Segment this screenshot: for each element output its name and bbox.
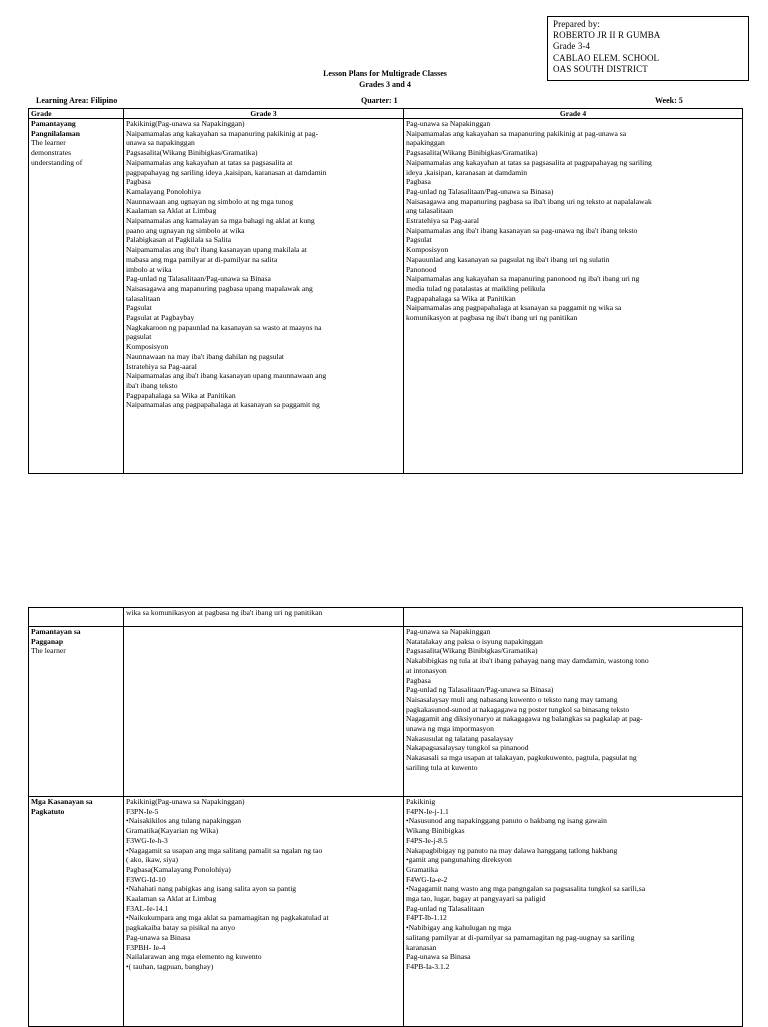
content-line: F3AL-Ie-14.1 <box>126 903 169 913</box>
quarter: Quarter: 1 <box>361 96 398 105</box>
prepared-line: Grade 3-4 <box>553 41 591 52</box>
content-line: F4PT-Ib-1.12 <box>406 913 447 923</box>
content-line: Estratehiya sa Pag-aaral <box>406 216 479 226</box>
content-line: F3WG-Id-10 <box>126 874 166 884</box>
content-line: mabasa ang mga pamilyar at di-pamilyar na salita <box>126 254 278 264</box>
content-line: F4PN-Ie-j-1.1 <box>406 806 449 816</box>
content-line: sariling tula at kuwento <box>406 762 478 772</box>
content-line: pagkakaiba batay sa pisikal na anyo <box>126 923 236 933</box>
prepared-line: CABLAO ELEM. SCHOOL <box>553 52 660 63</box>
content-line: F4WG-Ia-e-2 <box>406 874 448 884</box>
content-line: Pakikinig(Pag-unawa sa Napakinggan) <box>126 797 245 806</box>
content-line: Naipamamalas ang iba't ibang kasanayan sa pag-unawa ng iba't ibang teksto <box>406 225 638 235</box>
content-line: imbolo at wika <box>126 264 172 274</box>
content-line: • Nagagamit nang wasto ang mga pangngalan sa pagsasalita tungkol sa sarili,sa <box>406 884 740 894</box>
content-line: Nailalarawan ang mga elemento ng kuwento <box>126 952 262 962</box>
content-line: • Naisakikilos ang tulang napakinggan <box>126 816 401 826</box>
content-line: • Nabibigay ang kahulugan ng mga <box>406 923 740 933</box>
content-line: Nakapagbibigay ng panuto na may dalawa hanggang tatlong hakbang <box>406 845 618 855</box>
page-gap <box>0 520 768 560</box>
column-header-grade: Grade <box>29 109 124 119</box>
grade4-content-cell <box>404 797 743 1027</box>
table-row <box>29 797 743 1027</box>
content-line: • Naikukumpara ang mga aklat sa pamamagitan ng pagkakatulad at <box>126 913 401 923</box>
content-line: Palabigkasan at Pagkilala sa Salita <box>126 235 232 245</box>
content-line: Nagagamit ang diksiyonaryo at nakagagawa ng balangkas sa pagkalap at pag- <box>406 714 643 724</box>
row-label-mga-kasanayan-sa-pagkatuto <box>29 797 124 1027</box>
content-line: Pagsulat at Pagbaybay <box>126 313 195 323</box>
content-line: ( ako, ikaw, siya) <box>126 855 179 865</box>
content-line: F3PBH- Ie-4 <box>126 942 166 952</box>
content-line: Pag-unawa sa Binasa <box>126 932 191 942</box>
content-line: Pakikinig(Pag-unawa sa Napakinggan) <box>126 119 245 128</box>
row-label-pamantayang-pangnilalaman <box>29 119 124 474</box>
content-line: Naipamamalas ang kakayahan at tatas sa pagsasalita at pagpapahayag ng sariling <box>406 157 652 167</box>
content-line: Pagsasalita(Wikang Binibigkas/Gramatika) <box>406 646 538 656</box>
week: Week: 5 <box>655 96 683 105</box>
row-label-text: understanding of <box>31 157 83 167</box>
content-line: Naipamamalas ang kakayahan sa mapanuring panonood ng iba't ibang uri ng <box>406 274 640 284</box>
content-line: ang talasalitaan <box>406 206 454 216</box>
prepared-line: OAS SOUTH DISTRICT <box>553 63 648 74</box>
content-line: Pagpapahalaga sa Wika at Panitikan <box>126 390 236 400</box>
content-line: Naipamamalas ang iba't ibang kasanayan upang makilala at <box>126 245 307 255</box>
row-label-text: Pamantayan sa <box>31 627 81 636</box>
content-line: Kamalayang Ponolohiya <box>126 186 201 196</box>
lesson-plan-table-2 <box>28 607 743 1027</box>
content-line: unawa ng mga impormasyon <box>406 724 494 734</box>
document-page-2 <box>0 560 768 1024</box>
content-line: Natatalakay ang paksa o isyung napakinggan <box>406 636 543 646</box>
content-line: Pag-unlad ng Talasalitaan/Pag-unawa sa Binasa) <box>406 685 554 695</box>
content-line: iba't ibang teksto <box>126 380 178 390</box>
content-line: Pag-unlad ng Talasalitaan/Pag-unawa sa Binasa) <box>406 186 554 196</box>
content-line: Naipamamalas ang kamalayan sa mga bahagi ng aklat at kung <box>126 216 315 226</box>
content-line: Naisasalaysay muli ang nabasang kuwento o teksto nang may tamang <box>406 694 618 704</box>
content-line: Naipamamalas ang kakayahan sa mapanuring pakikinig at pag- <box>126 128 319 138</box>
column-header-grade4: Grade 4 <box>404 109 743 119</box>
content-line: Naipamamalas ang kakayahan at tatas sa pagsasalita at <box>126 157 293 167</box>
content-line: Gramatika <box>406 864 439 874</box>
content-line: mga tao, lugar, bagay at pangyayari sa paligid <box>406 894 546 904</box>
content-line: pagpapahayag ng sariling ideya ,kaisipan, karanasan at damdamin <box>126 167 327 177</box>
row-label-text: Pagganap <box>31 636 64 646</box>
content-line: Pakikinig <box>406 797 436 806</box>
content-line: Gramatika(Kayarian ng Wika) <box>126 826 219 836</box>
document-heading <box>240 68 530 90</box>
content-line: Nakasusulat ng talatang pasalaysay <box>406 733 514 743</box>
content-line: Napauunlad ang kasanayan sa pagsulat ng iba't ibang uri ng sulatin <box>406 254 610 264</box>
content-line: media tulad ng patalastas at maikling pelikula <box>406 283 546 293</box>
lesson-plan-table-1 <box>28 108 743 474</box>
content-line: Pag-unlad ng Talasalitaan <box>406 903 485 913</box>
content-line: F4PS-Ie-j-8.5 <box>406 835 448 845</box>
content-line: talasalitaan <box>126 293 161 303</box>
document-subtitle: Grades 3 and 4 <box>359 80 411 89</box>
content-line: napakinggan <box>406 138 445 148</box>
content-line: Pagbasa <box>406 177 431 187</box>
content-line: Naunnawaan ang ugnayan ng simbolo at ng mga tunog <box>126 196 294 206</box>
content-line: ideya ,kaisipan, karanasan at damdamin <box>406 167 528 177</box>
content-line: Naipamamalas ang iba't ibang kasanayan upang maunnawaan ang <box>126 371 327 381</box>
content-line: komunikasyon at pagbasa ng iba't ibang uri ng panitikan <box>406 313 578 323</box>
content-line: Pag-unawa sa Napakinggan <box>406 627 491 636</box>
document-title: Lesson Plans for Multigrade Classes <box>323 69 447 78</box>
row-label-text: Pamantayang <box>31 119 76 128</box>
content-line: Naipamamalas ang pagpapahalaga at ksanayan sa paggamit ng wika sa <box>406 303 622 313</box>
content-line: at intonasyon <box>406 665 447 675</box>
content-line: salitang pamilyar at di-pamilyar sa pamamagitan ng pag-uugnay sa sariling <box>406 932 635 942</box>
row-label-text: Mga Kasanayan sa <box>31 797 93 806</box>
content-line: Pag-unawa sa Napakinggan <box>406 119 491 128</box>
content-line: karanasan <box>406 942 437 952</box>
content-line: Pagpapahalaga sa Wika at Panitikan <box>406 293 516 303</box>
content-line: Naipamamalas ang pagpapahalaga at kasanayan sa paggamit ng <box>126 400 320 410</box>
grade4-content-cell <box>404 119 743 474</box>
column-header-grade3: Grade 3 <box>124 109 404 119</box>
content-line: Pagsulat <box>406 235 432 245</box>
row-label-text: Pangnilalaman <box>31 128 80 138</box>
content-line: Kaalaman sa Aklat at Limbag <box>126 206 217 216</box>
table-row <box>29 608 743 627</box>
content-line: • Nahahati nang pabigkas ang isang salita ayon sa pantig <box>126 884 401 894</box>
grade4-empty-cell <box>404 608 743 627</box>
content-line: unawa sa napakinggan <box>126 138 195 148</box>
content-line: • Nagagamit sa usapan ang mga salitang pamalit sa ngalan ng tao <box>126 846 401 856</box>
content-line: Pagbasa <box>406 675 431 685</box>
content-line: paano ang ugnayan ng simbolo at wika <box>126 225 245 235</box>
content-line: Istratehiya sa Pag-aaral <box>126 361 197 371</box>
content-line: • ( tauhan, tagpuan, banghay) <box>126 962 401 972</box>
content-line: Naunnawaan na may iba't ibang dahilan ng pagsulat <box>126 351 285 361</box>
content-line: Komposisyon <box>406 245 449 255</box>
grade3-continuation-cell <box>124 608 404 627</box>
table-header-row <box>29 109 743 119</box>
row-label-text: The learner <box>31 138 66 148</box>
row-label-pamantayan-sa-pagganap <box>29 627 124 797</box>
content-line: Nakasasali sa mga usapan at talakayan, pagkukuwento, pagtula, pagsulat ng <box>406 753 637 763</box>
grade4-content-cell <box>404 627 743 797</box>
content-line: Pag-unawa sa Binasa <box>406 952 471 962</box>
prepared-line: ROBERTO JR II R GUMBA <box>553 30 661 41</box>
content-line: • Nasusunod ang napakinggang panuto o hakbang ng isang gawain <box>406 816 740 826</box>
content-line: Pagbasa(Kamalayang Ponolohiya) <box>126 864 231 874</box>
content-line: Nakapagsasalaysay tungkol sa pinanood <box>406 743 529 753</box>
content-line: F3PN-Ie-5 <box>126 806 159 816</box>
content-line: Pagbasa <box>126 177 151 187</box>
row-label-text: The learner <box>31 646 66 656</box>
content-line: Pagsasalita(Wikang Binibigkas/Gramatika) <box>406 148 538 158</box>
content-line: Wikang Binibigkas <box>406 826 465 836</box>
row-label-text: Pagkatuto <box>31 806 65 816</box>
content-line: Naisasagawa ang mapanuring pagbasa upang mapalawak ang <box>126 283 313 293</box>
content-line: Panonood <box>406 264 437 274</box>
content-line: Komposisyon <box>126 342 169 352</box>
prepared-line: Prepared by: <box>553 19 600 29</box>
row-label-text: demonstrates <box>31 148 72 158</box>
content-line: wika sa komunikasyon at pagbasa ng iba't ibang uri ng panitikan <box>126 608 323 617</box>
content-line: F3WG-Ie-h-3 <box>126 835 168 845</box>
content-line: Kaalaman sa Aklat at Limbag <box>126 894 217 904</box>
learning-area: Learning Area: Filipino <box>36 96 118 105</box>
content-line: Pagsasalita(Wikang Binibigkas/Gramatika) <box>126 148 258 158</box>
content-line: • gamit ang pangunahing direksyon <box>406 855 740 865</box>
grade3-content-cell <box>124 119 404 474</box>
content-line: F4PB-Ia-3.1.2 <box>406 961 450 971</box>
content-line: Pag-unlad ng Talasalitaan/Pag-unawa sa Binasa <box>126 274 271 284</box>
content-line: Naipamamalas ang kakayahan sa mapanuring pakikinig at pag-unawa sa <box>406 128 627 138</box>
table-row <box>29 627 743 797</box>
content-line: Nagkakaroon ng papaunlad na kasanayan sa wasto at maayos na <box>126 322 322 332</box>
content-line: Pagsulat <box>126 303 152 313</box>
prepared-by-box <box>547 16 749 81</box>
content-line: pagkakasunod-sunod at nakagagawa ng poster tungkol sa binasang teksto <box>406 704 630 714</box>
content-line: Naisasagawa ang mapanuring pagbasa sa iba't ibang uri ng teksto at napalalawak <box>406 196 652 206</box>
row-label-empty <box>29 608 124 627</box>
content-line: pagsulat <box>126 332 152 342</box>
grade3-content-cell <box>124 797 404 1027</box>
grade3-empty-cell <box>124 627 404 797</box>
table-row <box>29 119 743 474</box>
content-line: Nakabibigkas ng tula at iba't ibang pahayag nang may damdamin, wastong tono <box>406 656 649 666</box>
